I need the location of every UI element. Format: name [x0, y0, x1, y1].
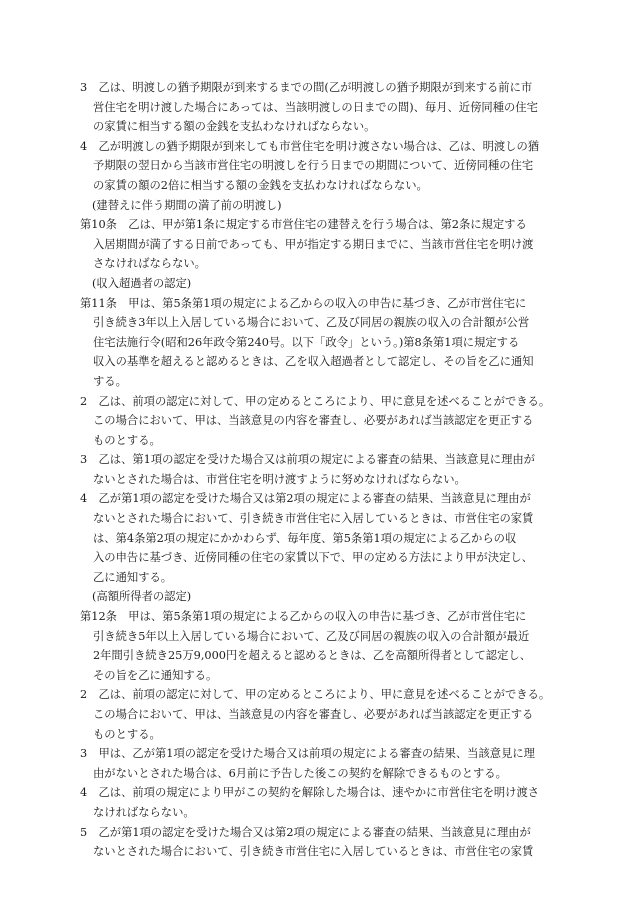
- text-line: ものとする。: [93, 433, 161, 447]
- text-line: ないとされた場合において、引き続き市営住宅に入居しているときは、市営住宅の家賃: [93, 512, 534, 526]
- text-line: の家賃の額の2倍に相当する額の金銭を支払わなければならない。: [93, 178, 428, 192]
- text-line: ものとする。: [93, 727, 161, 741]
- text-line: ないとされた場合は、市営住宅を明け渡すように努めなければならない。: [93, 472, 466, 486]
- text-line: 3 乙は、第1項の認定を受けた場合又は前項の規定による審査の結果、当該意見に理由が: [80, 453, 535, 467]
- text-line: その旨を乙に通知する。: [93, 668, 218, 682]
- article-caption: (建替えに伴う期間の満了前の明渡し): [92, 198, 282, 212]
- text-line: 由がないとされた場合は、6月前に予告した後この契約を解除できるものとする。: [93, 766, 507, 780]
- text-line: さなければならない。: [93, 257, 206, 271]
- article-caption: (収入超過者の認定): [92, 276, 192, 290]
- text-line: 4 乙は、前項の規定により甲がこの契約を解除した場合は、速やかに市営住宅を明け渡さ: [80, 786, 540, 800]
- text-line: 入居期間が満了する日前であっても、甲が指定する期日までに、当該市営住宅を明け渡: [93, 237, 534, 251]
- text-line: 2年間引き続き25万9,000円を超えると認めるときは、乙を高額所得者として認定し、: [93, 649, 532, 663]
- text-line: なければならない。: [93, 805, 195, 819]
- text-line: 引き続き5年以上入居している場合において、乙及び同居の親族の収入の合計額が最近: [93, 629, 530, 643]
- text-line: の家賃に相当する額の金銭を支払わなければならない。: [93, 120, 376, 134]
- text-line: 2 乙は、前項の認定に対して、甲の定めるところにより、甲に意見を述べることができる。: [80, 394, 551, 408]
- text-line: 収入の基準を超えると認めるときは、乙を収入超過者として認定し、その旨を乙に通知: [93, 355, 534, 369]
- text-line: 3 乙は、明渡しの猶予期限が到来するまでの間(乙が明渡しの猶予期限が到来する前に市: [80, 81, 533, 94]
- article-caption: (高額所得者の認定): [92, 590, 192, 604]
- text-line: ないとされた場合において、引き続き市営住宅に入居しているときは、市営住宅の家賃: [93, 845, 534, 859]
- text-line: 予期限の翌日から当該市営住宅の明渡しを行う日までの期間について、近傍同種の住宅: [93, 159, 534, 173]
- text-line: 第10条 乙は、甲が第1条に規定する市営住宅の建替えを行う場合は、第2条に規定する: [80, 218, 527, 232]
- document-body: [80, 78, 554, 862]
- text-line: 第12条 甲は、第5条第1項の規定による乙からの収入の申告に基づき、乙が市営住宅に: [80, 610, 527, 624]
- text-line: は、第4条第2項の規定にかかわらず、毎年度、第5条第1項の規定による乙からの収: [93, 531, 517, 545]
- text-line: する。: [93, 374, 127, 388]
- text-line: 第11条 甲は、第5条第1項の規定による乙からの収入の申告に基づき、乙が市営住宅に: [80, 296, 527, 310]
- text-line: 3 甲は、乙が第1項の認定を受けた場合又は前項の規定による審査の結果、当該意見に理: [80, 747, 535, 761]
- text-line: 住宅法施行令(昭和26年政令第240号。以下「政令」という。)第8条第1項に規定する: [93, 335, 520, 349]
- text-line: 5 乙が第1項の認定を受けた場合又は第2項の規定による審査の結果、当該意見に理由が: [80, 825, 531, 839]
- text-line: 営住宅を明け渡した場合にあっては、当該明渡しの日までの間)、毎月、近傍同種の住宅: [93, 100, 538, 114]
- text-line: 入の申告に基づき、近傍同種の住宅の家賃以下で、甲の定める方法により甲が決定し、: [93, 551, 533, 565]
- text-line: 乙に通知する。: [93, 570, 173, 584]
- text-line: この場合において、甲は、当該意見の内容を審査し、必要があれば当該認定を更正する: [93, 708, 534, 721]
- text-line: 引き続き3年以上入居している場合において、乙及び同居の親族の収入の合計額が公営: [93, 316, 530, 330]
- text-line: 4 乙が明渡しの猶予期限が到来しても市営住宅を明け渡さない場合は、乙は、明渡しの猶: [80, 139, 540, 153]
- text-line: 2 乙は、前項の認定に対して、甲の定めるところにより、甲に意見を述べることができる。: [80, 688, 551, 702]
- text-line: この場合において、甲は、当該意見の内容を審査し、必要があれば当該認定を更正する: [93, 414, 534, 428]
- text-line: 4 乙が第1項の認定を受けた場合又は第2項の規定による審査の結果、当該意見に理由が: [80, 492, 531, 506]
